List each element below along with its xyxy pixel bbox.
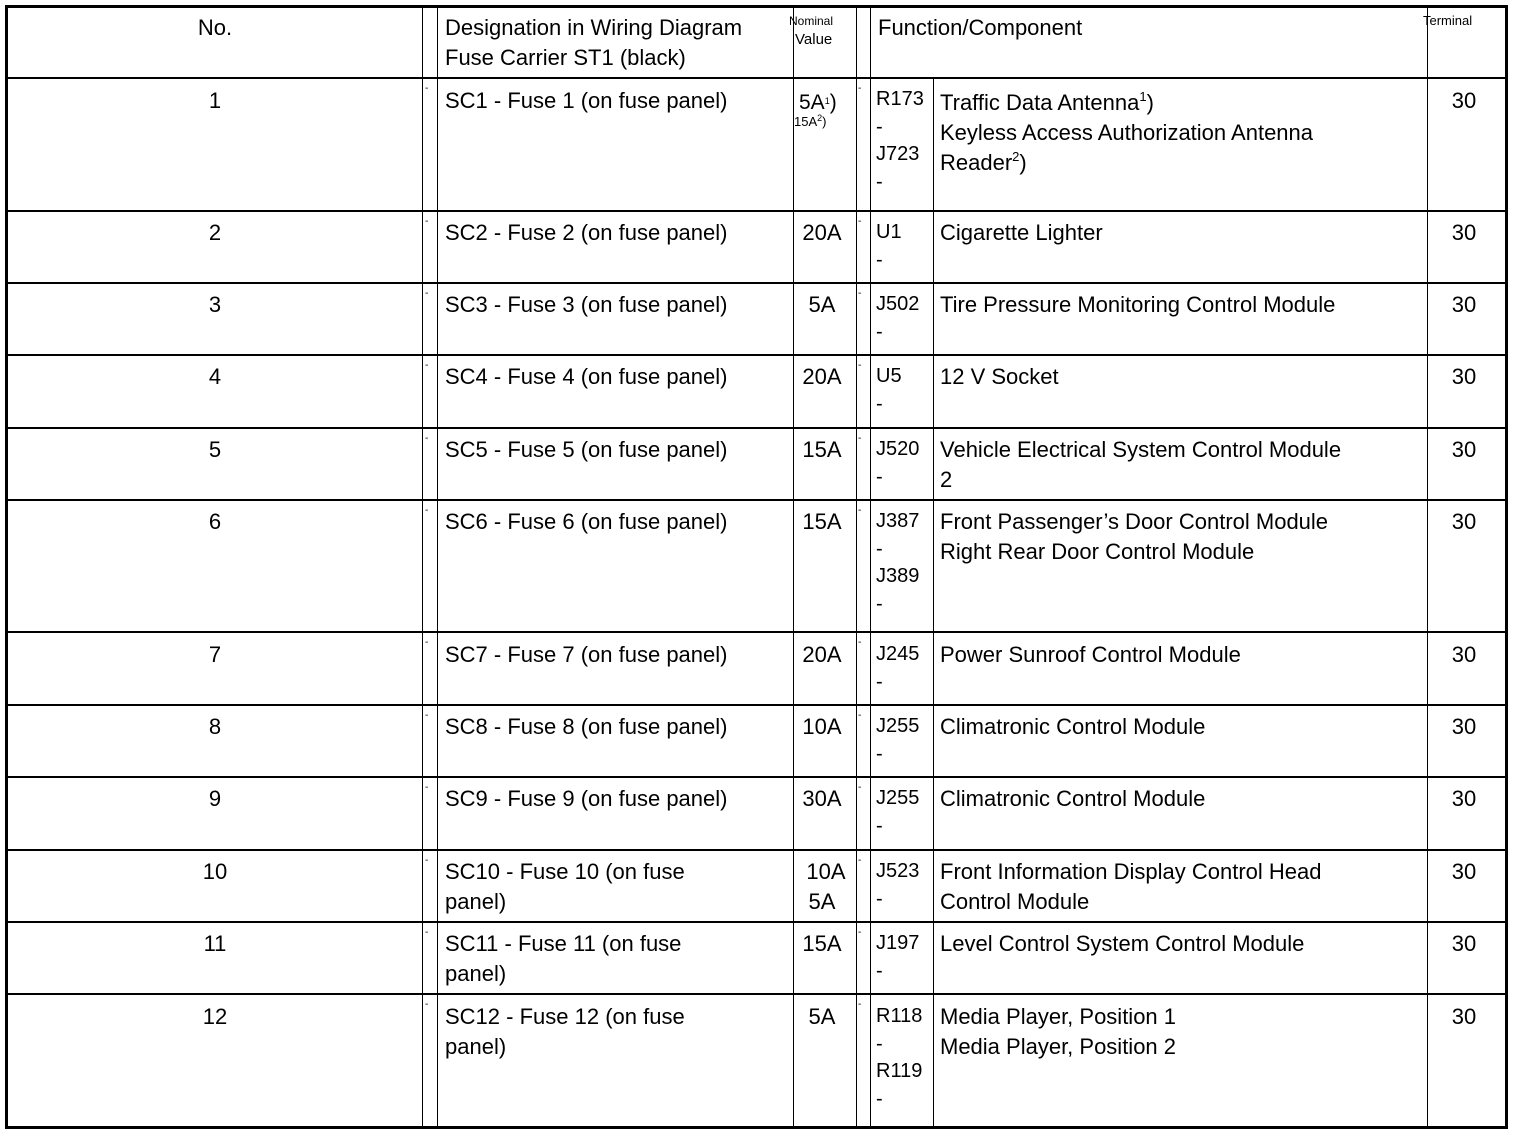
component-code: - xyxy=(876,248,883,271)
column-divider xyxy=(870,8,871,1126)
tick-mark: - xyxy=(425,216,429,227)
column-divider xyxy=(856,8,857,1126)
cell-codes xyxy=(876,508,932,618)
tick-mark: - xyxy=(425,83,429,94)
component-code: J502 xyxy=(876,293,920,315)
cell-designation: SC4 - Fuse 4 (on fuse panel) xyxy=(445,364,728,389)
cell-no: 9 xyxy=(208,786,222,811)
cell-function-line1: Climatronic Control Module xyxy=(940,714,1206,739)
cell-codes xyxy=(876,436,932,491)
cell-codes xyxy=(876,713,932,768)
nominal-value-alt: 15A xyxy=(794,114,818,129)
footnote-close: ) xyxy=(1146,90,1154,115)
cell-nominal: 5A xyxy=(808,292,836,317)
row-divider xyxy=(8,993,1507,995)
cell-function-line3 xyxy=(940,148,1027,178)
cell-function-line1: Media Player, Position 1 xyxy=(940,1004,1177,1029)
cell-nominal: 15A xyxy=(802,437,842,462)
footnote-close: ) xyxy=(829,91,837,114)
component-code: J197 xyxy=(876,932,920,954)
cell-codes xyxy=(876,785,932,840)
cell-terminal: 30 xyxy=(1451,1004,1477,1029)
tick-mark: - xyxy=(858,360,862,371)
tick-mark: - xyxy=(858,83,862,94)
header-function: Function/Component xyxy=(878,15,1083,40)
header-terminal: Terminal xyxy=(1423,13,1473,28)
component-code: R173 xyxy=(876,88,924,110)
cell-nominal: 10A xyxy=(806,859,846,884)
row-divider xyxy=(8,427,1507,429)
cell-terminal: 30 xyxy=(1451,786,1477,811)
cell-function-line1 xyxy=(940,88,1154,118)
row-divider xyxy=(8,849,1507,851)
component-code: - xyxy=(876,887,883,910)
component-code: U5 xyxy=(876,365,902,387)
component-code: - xyxy=(876,465,883,488)
footnote-close: ) xyxy=(822,114,827,129)
cell-designation-line2: panel) xyxy=(445,889,507,914)
component-code: J255 xyxy=(876,787,920,809)
component-code: - xyxy=(876,115,883,138)
cell-designation-line1: SC10 - Fuse 10 (on fuse xyxy=(445,859,685,884)
cell-terminal: 30 xyxy=(1451,88,1477,113)
component-code: - xyxy=(876,170,883,193)
cell-designation: SC2 - Fuse 2 (on fuse panel) xyxy=(445,220,728,245)
tick-mark: - xyxy=(858,216,862,227)
cell-terminal: 30 xyxy=(1451,364,1477,389)
cell-terminal: 30 xyxy=(1451,220,1477,245)
component-code: - xyxy=(876,320,883,343)
tick-mark: - xyxy=(858,855,862,866)
cell-terminal: 30 xyxy=(1451,509,1477,534)
header-designation-line2: Fuse Carrier ST1 (black) xyxy=(445,45,686,70)
cell-terminal: 30 xyxy=(1451,437,1477,462)
cell-designation-line2: panel) xyxy=(445,961,507,986)
component-code: - xyxy=(876,670,883,693)
cell-codes xyxy=(876,641,932,696)
component-code: - xyxy=(876,814,883,837)
cell-terminal: 30 xyxy=(1451,292,1477,317)
cell-nominal: 20A xyxy=(802,364,842,389)
cell-no: 4 xyxy=(208,364,222,389)
component-code: - xyxy=(876,1087,883,1110)
component-code: J245 xyxy=(876,643,920,665)
tick-mark: - xyxy=(858,637,862,648)
cell-designation: SC7 - Fuse 7 (on fuse panel) xyxy=(445,642,728,667)
row-divider xyxy=(8,210,1507,212)
tick-mark: - xyxy=(425,710,429,721)
cell-no: 8 xyxy=(208,714,222,739)
tick-mark: - xyxy=(425,288,429,299)
tick-mark: - xyxy=(858,433,862,444)
nominal-value: 5A xyxy=(799,91,825,114)
tick-mark: - xyxy=(425,433,429,444)
footnote-marker: 1 xyxy=(1139,89,1147,104)
cell-no: 2 xyxy=(208,220,222,245)
tick-mark: - xyxy=(858,999,862,1010)
cell-designation: SC3 - Fuse 3 (on fuse panel) xyxy=(445,292,728,317)
component-code: - xyxy=(876,959,883,982)
header-no: No. xyxy=(197,15,233,40)
column-divider xyxy=(422,8,423,1126)
cell-no: 6 xyxy=(208,509,222,534)
cell-designation: SC9 - Fuse 9 (on fuse panel) xyxy=(445,786,728,811)
cell-codes xyxy=(876,858,932,913)
function-text: Reader xyxy=(940,150,1013,175)
cell-function-line1: Power Sunroof Control Module xyxy=(940,642,1241,667)
component-code: - xyxy=(876,1032,883,1055)
row-divider xyxy=(8,704,1507,706)
cell-function-line2: Keyless Access Authorization Antenna xyxy=(940,120,1314,145)
cell-function-line2: 2 xyxy=(940,467,953,492)
column-divider xyxy=(437,8,438,1126)
row-divider xyxy=(8,77,1507,79)
cell-nominal: 30A xyxy=(802,786,842,811)
tick-mark: - xyxy=(425,999,429,1010)
tick-mark: - xyxy=(425,360,429,371)
cell-nominal-alt xyxy=(794,112,827,132)
cell-designation-line2: panel) xyxy=(445,1034,507,1059)
row-divider xyxy=(8,354,1507,356)
cell-function-line1: Front Passenger’s Door Control Module xyxy=(940,509,1329,534)
component-code: R118 xyxy=(876,1005,923,1027)
component-code: J523 xyxy=(876,860,920,882)
component-code: J389 xyxy=(876,565,920,587)
tick-mark: - xyxy=(858,505,862,516)
component-code: - xyxy=(876,742,883,765)
cell-designation: SC6 - Fuse 6 (on fuse panel) xyxy=(445,509,728,534)
cell-nominal: 20A xyxy=(802,642,842,667)
row-divider xyxy=(8,921,1507,923)
column-divider xyxy=(933,78,934,1126)
footnote-marker: 2 xyxy=(1012,149,1020,164)
cell-function-line2: Control Module xyxy=(940,889,1090,914)
cell-codes xyxy=(876,1003,932,1113)
cell-nominal: 10A xyxy=(802,714,842,739)
cell-nominal: 5A xyxy=(808,1004,836,1029)
component-code: U1 xyxy=(876,221,902,243)
cell-function-line1: 12 V Socket xyxy=(940,364,1059,389)
row-divider xyxy=(8,631,1507,633)
cell-codes xyxy=(876,219,932,274)
cell-terminal: 30 xyxy=(1451,642,1477,667)
tick-mark: - xyxy=(425,927,429,938)
cell-no: 7 xyxy=(208,642,222,667)
cell-function-line2: Right Rear Door Control Module xyxy=(940,539,1255,564)
cell-nominal: 15A xyxy=(802,931,842,956)
cell-function-line1: Level Control System Control Module xyxy=(940,931,1305,956)
component-code: R119 xyxy=(876,1060,923,1082)
tick-mark: - xyxy=(425,855,429,866)
tick-mark: - xyxy=(425,505,429,516)
cell-codes xyxy=(876,86,932,196)
header-designation-line1: Designation in Wiring Diagram xyxy=(445,15,743,40)
cell-no: 11 xyxy=(203,931,227,956)
tick-mark: - xyxy=(425,637,429,648)
cell-designation: SC1 - Fuse 1 (on fuse panel) xyxy=(445,88,728,113)
component-code: - xyxy=(876,392,883,415)
header-nominal-line2: Value xyxy=(795,31,833,48)
tick-mark: - xyxy=(425,782,429,793)
cell-no: 3 xyxy=(208,292,222,317)
footnote-marker: 1 xyxy=(824,96,830,106)
tick-mark: - xyxy=(858,710,862,721)
tick-mark: - xyxy=(858,288,862,299)
tick-mark: - xyxy=(858,927,862,938)
cell-terminal: 30 xyxy=(1451,714,1477,739)
footnote-close: ) xyxy=(1019,150,1027,175)
cell-function-line1: Vehicle Electrical System Control Module xyxy=(940,437,1342,462)
tick-mark: - xyxy=(858,782,862,793)
cell-terminal: 30 xyxy=(1451,931,1477,956)
cell-function-line1: Tire Pressure Monitoring Control Module xyxy=(940,292,1336,317)
cell-function-line1: Front Information Display Control Head xyxy=(940,859,1322,884)
table-border xyxy=(5,5,1508,1129)
cell-nominal-alt: 5A xyxy=(808,889,836,914)
row-divider xyxy=(8,776,1507,778)
component-code: J520 xyxy=(876,438,920,460)
component-code: - xyxy=(876,537,883,560)
cell-no: 5 xyxy=(208,437,222,462)
cell-codes xyxy=(876,363,932,418)
cell-designation-line1: SC12 - Fuse 12 (on fuse xyxy=(445,1004,685,1029)
component-code: J255 xyxy=(876,715,920,737)
cell-designation: SC8 - Fuse 8 (on fuse panel) xyxy=(445,714,728,739)
cell-no: 1 xyxy=(208,88,222,113)
component-code: - xyxy=(876,592,883,615)
cell-nominal: 15A xyxy=(802,509,842,534)
cell-no: 12 xyxy=(202,1004,228,1029)
cell-function-line2: Media Player, Position 2 xyxy=(940,1034,1177,1059)
row-divider xyxy=(8,282,1507,284)
footnote-marker: 2 xyxy=(817,113,823,123)
cell-terminal: 30 xyxy=(1451,859,1477,884)
component-code: J387 xyxy=(876,510,920,532)
header-nominal-line1: Nominal xyxy=(789,14,834,28)
cell-codes xyxy=(876,291,932,346)
cell-designation: SC5 - Fuse 5 (on fuse panel) xyxy=(445,437,728,462)
cell-no: 10 xyxy=(202,859,228,884)
cell-function-line1: Cigarette Lighter xyxy=(940,220,1103,245)
cell-codes xyxy=(876,930,932,985)
cell-designation-line1: SC11 - Fuse 11 (on fuse xyxy=(445,931,682,956)
component-code: J723 xyxy=(876,143,920,165)
row-divider xyxy=(8,499,1507,501)
function-text: Traffic Data Antenna xyxy=(940,90,1140,115)
cell-nominal: 20A xyxy=(802,220,842,245)
cell-function-line1: Climatronic Control Module xyxy=(940,786,1206,811)
